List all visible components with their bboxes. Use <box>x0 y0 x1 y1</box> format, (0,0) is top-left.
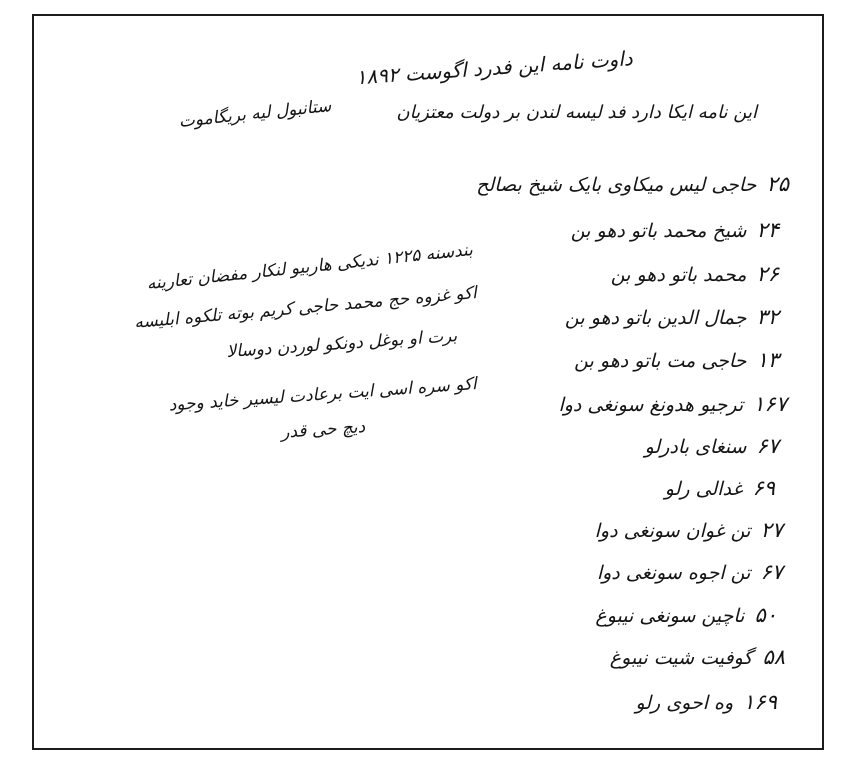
note-line: اکو غزوه حج محمد حاجی کریم بوته تلکوه ابلیسه <box>133 283 478 333</box>
entry-name: غدالی رلو <box>664 478 743 500</box>
list-item <box>597 560 783 584</box>
entry-number: ۲۷ <box>760 518 783 542</box>
entry-number: ۱۶۷ <box>753 392 787 416</box>
list-item <box>665 476 775 500</box>
entry-number: ۱۶۹ <box>743 690 777 714</box>
note-line: اکو سره اسی ایت برعادت لیسیر خاید وجود <box>168 374 478 416</box>
list-item <box>565 305 779 329</box>
list-item <box>571 218 779 242</box>
header-line-2: این نامه ایکا دارد فد لیسه لندن بر دولت معتزیان <box>396 102 757 123</box>
entry-number: ۲۵ <box>766 172 789 196</box>
list-item <box>610 645 785 669</box>
entry-number: ۶۷ <box>756 434 779 458</box>
entry-number: ۶۷ <box>760 560 783 584</box>
entry-name: محمد باتو دهو بن <box>610 264 747 286</box>
list-item <box>595 518 783 542</box>
list-item <box>558 392 787 416</box>
entry-number: ۶۹ <box>752 476 775 500</box>
entry-name: سنغای بادرلو <box>644 436 747 458</box>
entry-number: ۲۴ <box>756 218 779 242</box>
list-item <box>645 434 779 458</box>
list-item <box>476 172 789 196</box>
entry-name: وه احوی رلو <box>635 692 734 714</box>
header-line-2-right: ستانبول لیه بریگاموت <box>177 96 333 132</box>
note-line: بندسنه ۱۲۲۵ ندیکی هاربیو لنکار مفضان تعارینه <box>146 240 475 295</box>
entry-name: تن غوان سونغی دوا <box>594 520 751 542</box>
note-line: برت او بوغل دونکو لوردن دوسالا <box>225 326 458 363</box>
entry-name: جمال الدین باتو دهو بن <box>564 307 747 329</box>
list-item <box>635 690 777 714</box>
entry-name: ناچین سونغی نیبوغ <box>595 605 745 627</box>
entry-number: ۱۳ <box>756 348 779 372</box>
entry-name: گوفیت شیت نیبوغ <box>609 647 753 669</box>
entry-number: ۲۶ <box>756 262 779 286</box>
list-item <box>574 348 779 372</box>
list-item <box>611 262 779 286</box>
entry-name: تن اجوه سونغی دوا <box>596 562 751 584</box>
note-line: دیچ حی قدر <box>280 417 366 443</box>
entry-number: ۵۸ <box>762 645 785 669</box>
entry-number: ۵۰ <box>754 603 777 627</box>
entry-name: ترجیو هدونغ سونغی دوا <box>558 394 744 416</box>
entry-name: شیخ محمد باتو دهو بن <box>570 220 747 242</box>
entry-number: ۳۲ <box>756 305 779 329</box>
header-line-1: داوت نامه این فدرد اگوست ۱۸۹۲ <box>355 46 634 90</box>
list-item <box>595 603 777 627</box>
entry-name: حاجی لیس میکاوی بایک شیخ بصالح <box>476 174 757 196</box>
entry-name: حاجی مت باتو دهو بن <box>574 350 747 372</box>
